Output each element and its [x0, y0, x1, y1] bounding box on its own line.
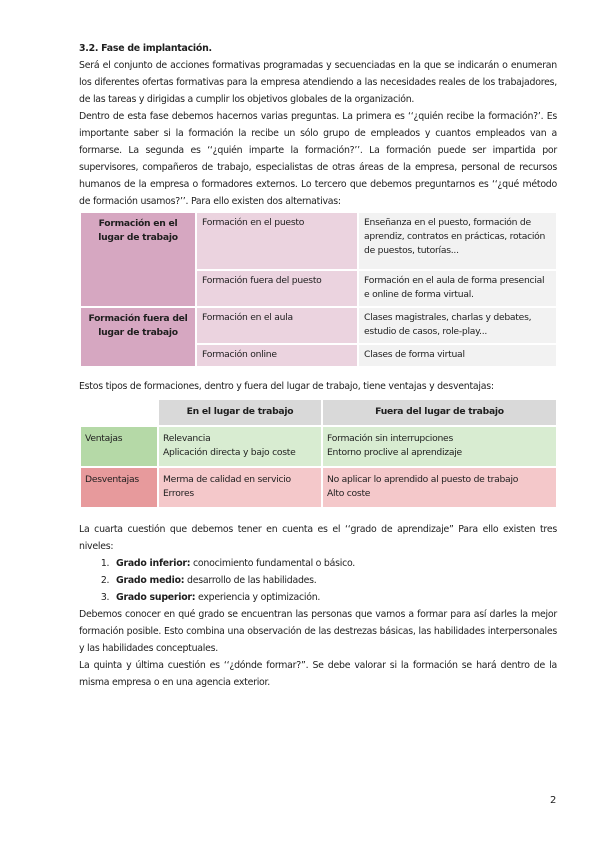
- group-cell: Formación fuera del lugar de trabajo: [81, 308, 195, 366]
- pros-in-workplace-cell: [159, 427, 321, 466]
- method-description-cell: Enseñanza en el puesto, formación de aprendiz, contratos en prácticas, rotación de puestos, tutorías...: [359, 213, 556, 269]
- list-item: [112, 589, 557, 606]
- section-heading: 3.2. Fase de implantación.: [79, 43, 212, 54]
- page-number: 2: [550, 795, 557, 806]
- cell-line: Merma de calidad en servicio: [163, 474, 291, 485]
- level-title: Grado medio:: [116, 575, 185, 586]
- cell-line: Entorno proclive al aprendizaje: [327, 447, 462, 458]
- cell-line: Errores: [163, 488, 194, 499]
- cell-line: No aplicar lo aprendido al puesto de trabajo: [327, 474, 519, 485]
- cell-line: Formación sin interrupciones: [327, 433, 453, 444]
- document-page: [79, 40, 557, 691]
- level-title: Grado superior:: [116, 592, 196, 603]
- cell-line: Relevancia: [163, 433, 211, 444]
- cell-line: Alto coste: [327, 488, 371, 499]
- row-label-pros: Ventajas: [81, 427, 157, 466]
- pros-cons-table: [79, 398, 558, 509]
- table-row: [81, 308, 556, 343]
- cell-line: Aplicación directa y bajo coste: [163, 447, 296, 458]
- table-row: [81, 427, 556, 466]
- table-row: [81, 468, 556, 507]
- column-header-in-workplace: En el lugar de trabajo: [159, 400, 321, 425]
- method-type-cell: Formación online: [197, 345, 357, 366]
- table-row: [81, 213, 556, 269]
- list-item: [112, 555, 557, 572]
- level-text: experiencia y optimización.: [195, 592, 321, 603]
- method-type-cell: Formación en el aula: [197, 308, 357, 343]
- level-title: Grado inferior:: [116, 558, 191, 569]
- row-label-cons: Desventajas: [81, 468, 157, 507]
- column-header-out-workplace: Fuera del lugar de trabajo: [323, 400, 556, 425]
- level-text: conocimiento fundamental o básico.: [190, 558, 356, 569]
- group-cell: Formación en el lugar de trabajo: [81, 213, 195, 306]
- method-description-cell: Clases magistrales, charlas y debates, estudio de casos, role-play...: [359, 308, 556, 343]
- levels-list: [79, 555, 557, 606]
- level-text: desarrollo de las habilidades.: [184, 575, 317, 586]
- training-methods-table: [79, 211, 558, 368]
- cons-in-workplace-cell: [159, 468, 321, 507]
- table-header-row: [81, 400, 556, 425]
- learning-paragraph: La cuarta cuestión que debemos tener en cuenta es el ‘‘grado de aprendizaje” Para ello existen tres niveles:: [79, 524, 557, 552]
- blank-header: [81, 400, 157, 425]
- pros-cons-intro: Estos tipos de formaciones, dentro y fuera del lugar de trabajo, tiene ventajas y desventajas:: [79, 381, 494, 392]
- questions-paragraph: Dentro de esta fase debemos hacernos varias preguntas. La primera es ‘‘¿quién recibe la formación?’. Es importante saber si la formación la recibe un sólo grupo de empleados y cuantos empleados van a formarse. La segunda es ‘‘¿quién imparte la formación?’’. La formación puede ser impartida por supervisores, compañeros de trabajo, especialistas de otras áreas de la empresa, personal de recursos humanos de la empresa o formadores externos. Lo tercero que debemos preguntarnos es ‘‘¿qué método de formación usamos?’’. Para ello existen dos alternativas:: [79, 111, 557, 207]
- levels-paragraph: Debemos conocer en qué grado se encuentran las personas que vamos a formar para así darles la mejor formación posible. Esto combina una observación de las destrezas básicas, las habilidades interpersonales y las habilidades conceptuales.: [79, 609, 557, 654]
- cons-out-workplace-cell: [323, 468, 556, 507]
- list-item: [112, 572, 557, 589]
- method-type-cell: Formación en el puesto: [197, 213, 357, 269]
- where-paragraph: La quinta y última cuestión es ‘‘¿dónde formar?”. Se debe valorar si la formación se hará dentro de la misma empresa o en una agencia exterior.: [79, 660, 557, 688]
- pros-out-workplace-cell: [323, 427, 556, 466]
- method-description-cell: Formación en el aula de forma presencial e online de forma virtual.: [359, 271, 556, 306]
- intro-paragraph: Será el conjunto de acciones formativas programadas y secuenciadas en la que se indicarán o enumeran los diferentes ofertas formativas para la empresa atendiendo a las necesidades reales de los trabajadores, de las tareas y dirigidas a cumplir los objetivos globales de la organización.: [79, 60, 557, 105]
- method-description-cell: Clases de forma virtual: [359, 345, 556, 366]
- method-type-cell: Formación fuera del puesto: [197, 271, 357, 306]
